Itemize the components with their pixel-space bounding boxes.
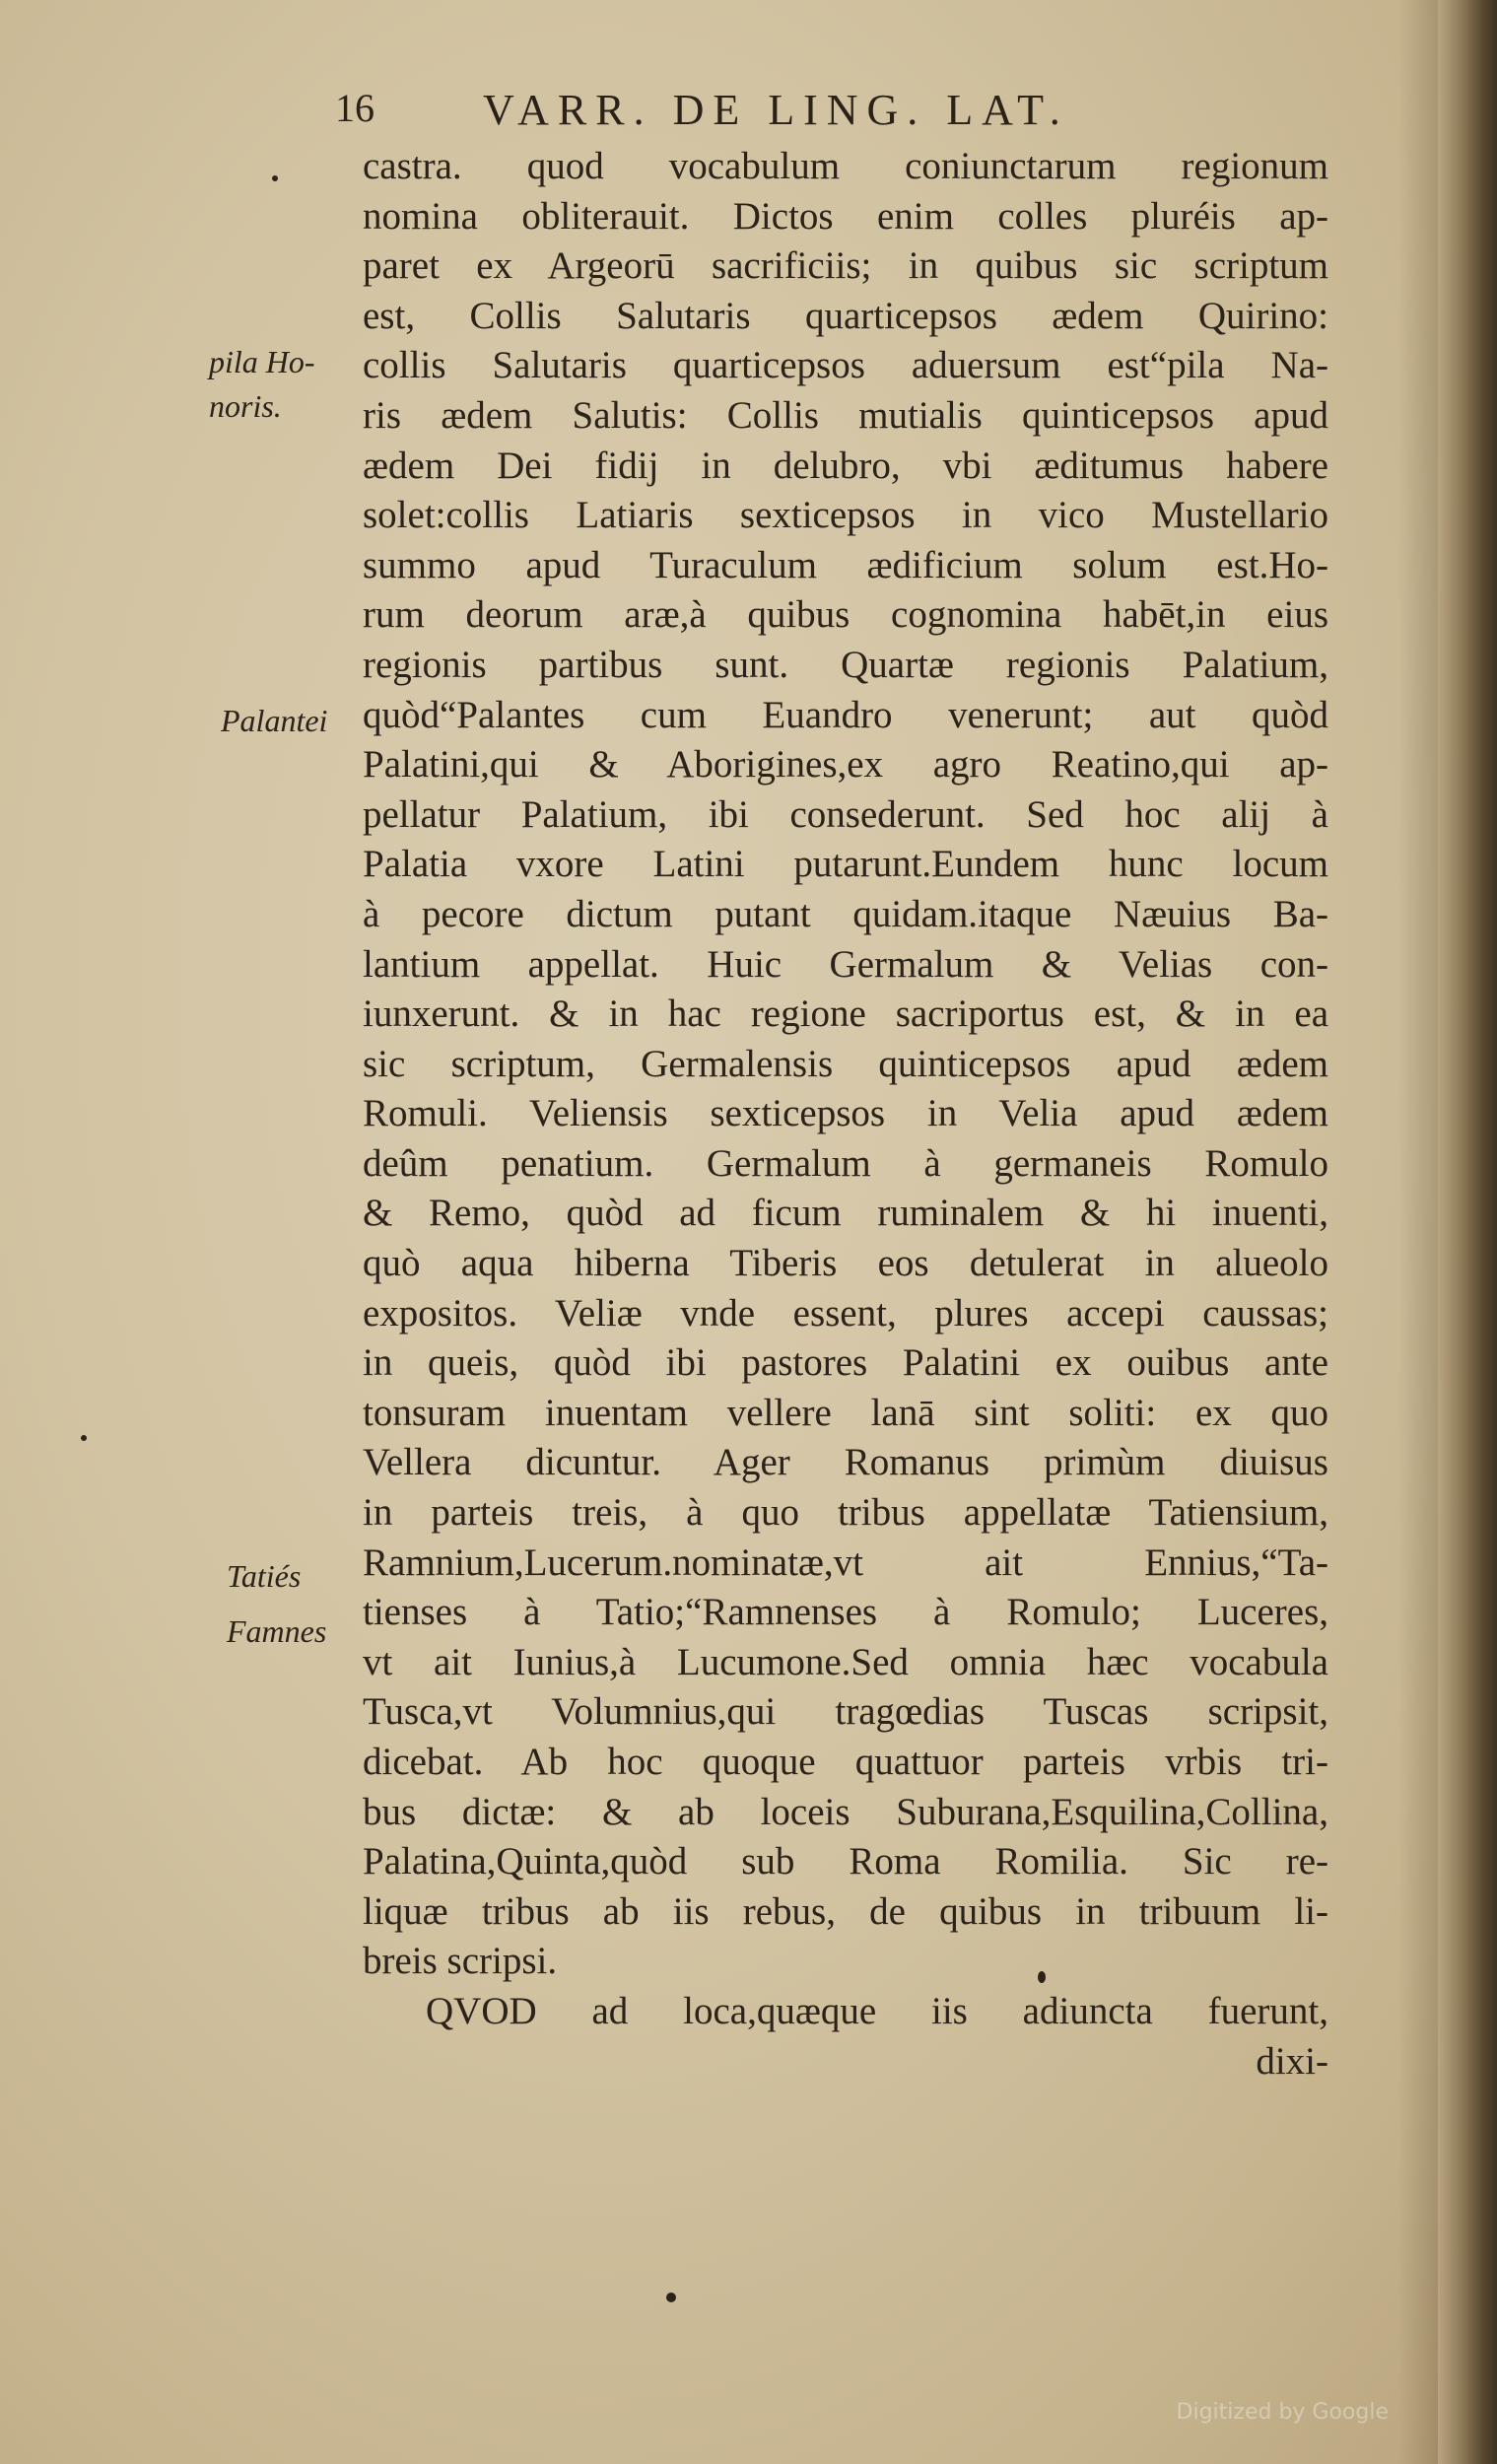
text-line: solet:collis Latiaris sexticepsos in vico Mustellario xyxy=(363,494,1328,537)
text-line: Palatini,qui & Aborigines,ex agro Reatino,qui ap- xyxy=(363,743,1328,787)
text-line: castra. quod vocabulum coniunctarum regionum xyxy=(363,145,1328,187)
text-line: iunxerunt. & in hac regione sacriportus est, & in ea xyxy=(363,992,1328,1036)
text-line: pellatur Palatium, ibi consederunt. Sed hoc alij à xyxy=(363,792,1328,836)
text-line: dicebat. Ab hoc quoque quattuor parteis vrbis tri- xyxy=(363,1741,1328,1783)
text-line: summo apud Turaculum ædificium solum est.Ho- xyxy=(363,543,1328,586)
text-line: sic scriptum, Germalensis quinticepsos apud ædem xyxy=(363,1042,1328,1085)
text-line: ædem Dei fidij in delubro, vbi æditumus habere xyxy=(363,444,1328,487)
text-line: expositos. Veliæ vnde essent, plures accepi caussas; xyxy=(363,1291,1328,1335)
margin-note: pila Ho- xyxy=(209,344,315,379)
text-line: Tusca,vt Volumnius,qui tragœdias Tuscas scripsit, xyxy=(363,1690,1328,1734)
margin-note: Famnes xyxy=(227,1613,327,1649)
margin-note: Palantei xyxy=(221,703,328,738)
text-line: Vellera dicuntur. Ager Romanus primùm diuisus xyxy=(363,1441,1328,1484)
text-line: collis Salutaris quarticepsos aduersum est“pila Na- xyxy=(363,344,1328,387)
ink-speck xyxy=(272,175,278,181)
text-line: lantium appellat. Huic Germalum & Velias con- xyxy=(363,942,1328,986)
paragraph-start-line: QVOD ad loca,quæque iis adiuncta fuerunt, xyxy=(426,1989,1328,2032)
page-edge xyxy=(1438,0,1497,2464)
text-line: & Remo, quòd ad ficum ruminalem & hi inuenti, xyxy=(363,1192,1328,1235)
text-line: bus dictæ: & ab loceis Suburana,Esquilina,Collina, xyxy=(363,1790,1328,1833)
margin-note: Tatiés xyxy=(227,1558,302,1594)
text-line: quòd“Palantes cum Euandro venerunt; aut quòd xyxy=(363,693,1328,736)
text-line: tienses à Tatio;“Ramnenses à Romulo; Luceres, xyxy=(363,1591,1328,1634)
text-line: quò aqua hiberna Tiberis eos detulerat in alueolo xyxy=(363,1242,1328,1285)
text-line: Ramnium,Lucerum.nominatæ,vt ait Ennius,“Ta- xyxy=(363,1540,1328,1584)
page-number: 16 xyxy=(335,86,374,130)
text-line: nomina obliterauit. Dictos enim colles pluréis ap- xyxy=(363,194,1328,238)
running-title: VARR. DE LING. LAT. xyxy=(483,86,1069,134)
text-line: in queis, quòd ibi pastores Palatini ex ouibus ante xyxy=(363,1341,1328,1385)
watermark: Digitized by Google xyxy=(1176,2400,1389,2425)
text-line: regionis partibus sunt. Quartæ regionis Palatium, xyxy=(363,643,1328,686)
gutter-shadow xyxy=(1398,0,1438,2464)
text-line: est, Collis Salutaris quarticepsos ædem Quirino: xyxy=(363,294,1328,337)
text-line: deûm penatium. Germalum à germaneis Romulo xyxy=(363,1141,1328,1185)
text-line: Romuli. Veliensis sexticepsos in Velia apud ædem xyxy=(363,1092,1328,1135)
running-head xyxy=(335,85,1242,144)
ink-speck xyxy=(1038,1971,1046,1983)
text-line: rum deorum aræ,à quibus cognomina habēt,in eius xyxy=(363,593,1328,637)
text-line: Palatia vxore Latini putarunt.Eundem hunc locum xyxy=(363,843,1328,886)
ink-speck xyxy=(666,2293,676,2302)
text-line: à pecore dictum putant quidam.itaque Næuius Ba- xyxy=(363,892,1328,935)
text-line: ris ædem Salutis: Collis mutialis quinticepsos apud xyxy=(363,393,1328,437)
text-line: vt ait Iunius,à Lucumone.Sed omnia hæc vocabula xyxy=(363,1640,1328,1683)
body-text xyxy=(363,142,1328,2087)
ink-speck xyxy=(81,1435,87,1441)
text-line: liquæ tribus ab iis rebus, de quibus in tribuum li- xyxy=(363,1889,1328,1933)
catchword: dixi- xyxy=(1256,2039,1328,2083)
text-line: breis scripsi. xyxy=(363,1940,558,1983)
text-line: tonsuram inuentam vellere lanā sint soliti: ex quo xyxy=(363,1391,1328,1434)
text-line: paret ex Argeorū sacrificiis; in quibus sic scriptum xyxy=(363,244,1328,288)
text-line: Palatina,Quinta,quòd sub Roma Romilia. Sic re- xyxy=(363,1840,1328,1883)
text-line: in parteis treis, à quo tribus appellatæ Tatiensium, xyxy=(363,1491,1328,1535)
margin-note: noris. xyxy=(209,388,282,424)
